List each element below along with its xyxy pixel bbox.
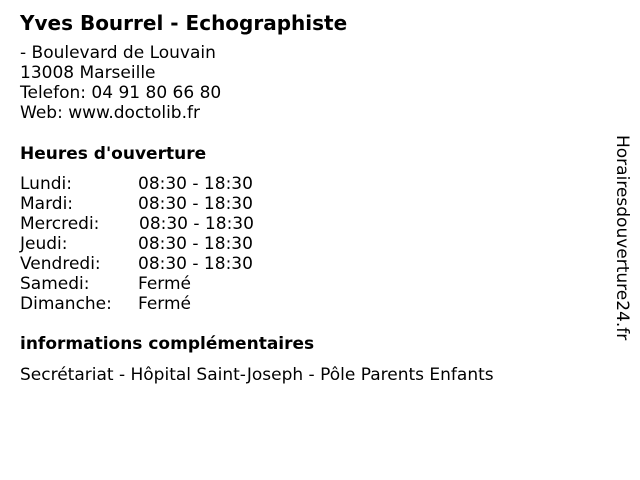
address-city: 13008 Marseille [20,63,156,83]
day-hours: Fermé [138,294,192,314]
day-label: Lundi: [20,174,72,194]
day-label: Samedi: [20,274,90,294]
site-watermark: Horairesdouverture24.fr [612,135,632,341]
day-label: Vendredi: [20,254,101,274]
page-title: Yves Bourrel - Echographiste [20,11,348,35]
day-hours: 08:30 - 18:30 [139,214,254,234]
hours-row-monday [20,174,340,194]
additional-info-text: Secrétariat - Hôpital Saint-Joseph - Pôle Parents Enfants [20,365,494,385]
day-hours: 08:30 - 18:30 [138,254,253,274]
hours-row-friday [20,254,340,274]
opening-hours-table [20,174,340,314]
hours-row-thursday [20,234,340,254]
hours-row-saturday [20,274,340,294]
hours-row-sunday [20,294,340,314]
day-label: Mercredi: [20,214,100,234]
day-hours: Fermé [138,274,192,294]
hours-row-wednesday [20,214,340,234]
hours-row-tuesday [20,194,340,214]
day-hours: 08:30 - 18:30 [138,174,253,194]
day-hours: 08:30 - 18:30 [138,234,253,254]
website: Web: www.doctolib.fr [20,103,200,123]
day-label: Mardi: [20,194,74,214]
address-block [20,43,221,123]
opening-hours-heading: Heures d'ouverture [20,144,207,164]
day-hours: 08:30 - 18:30 [138,194,253,214]
day-label: Jeudi: [20,234,68,254]
additional-info-heading: informations complémentaires [20,334,315,354]
phone-number: Telefon: 04 91 80 66 80 [20,83,222,103]
address-street: - Boulevard de Louvain [20,43,216,63]
day-label: Dimanche: [20,294,112,314]
